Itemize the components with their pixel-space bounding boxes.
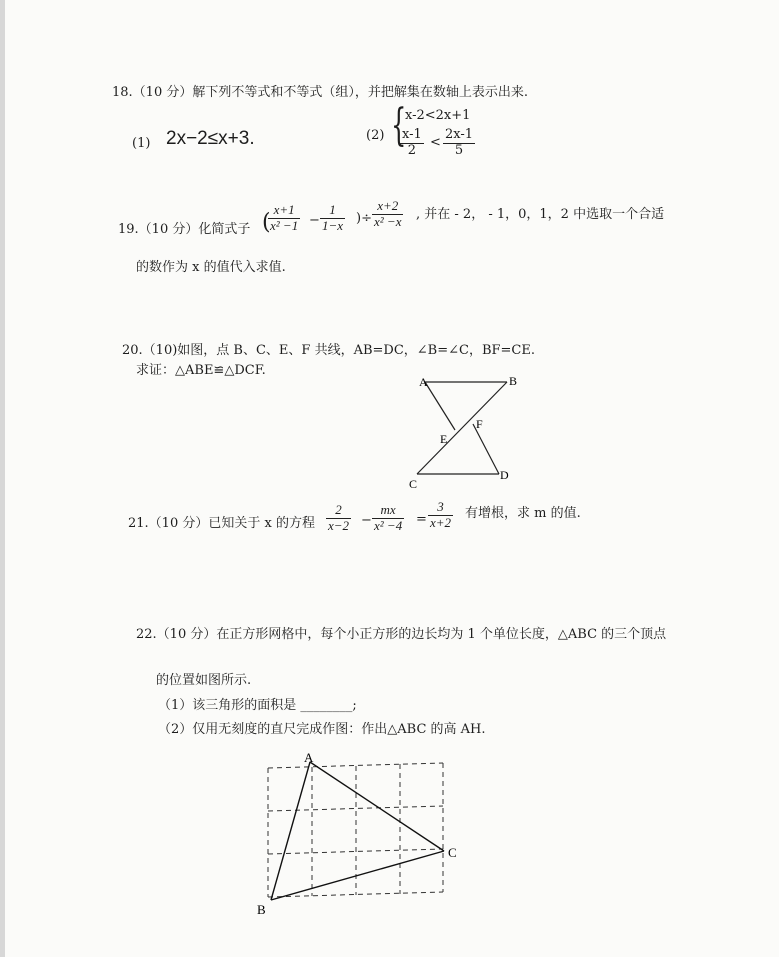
segment-df bbox=[473, 424, 499, 474]
q21-equals: = bbox=[416, 512, 427, 527]
q19-open-paren: ( bbox=[262, 210, 271, 235]
segment-ae bbox=[425, 382, 455, 430]
q21-minus: − bbox=[361, 513, 372, 528]
q22-label-a: A bbox=[304, 750, 314, 765]
q18-f1-num: x-1 bbox=[402, 127, 422, 142]
q20-label-f: F bbox=[476, 417, 483, 431]
segment-bc bbox=[417, 382, 507, 474]
q18-part1-label: (1) bbox=[132, 136, 151, 151]
q20-label-c: C bbox=[409, 477, 418, 491]
q20-label-a: A bbox=[419, 375, 428, 389]
q18-stem: 18.（10 分）解下列不等式和不等式（组），并把解集在数轴上表示出来. bbox=[112, 85, 528, 100]
q19-number: 19.（10 分）化简式子 bbox=[118, 222, 251, 237]
q18-system-fraction1 bbox=[400, 128, 424, 159]
q18-f1-den: 2 bbox=[400, 143, 424, 159]
q22-label-c: C bbox=[448, 845, 457, 860]
scan-edge bbox=[0, 0, 5, 957]
q21-fraction1: $\frac{2}{x-2}$ bbox=[328, 502, 350, 533]
q20-stem: 20.（10)如图，点 B、C、E、F 共线，AB=DC，∠B=∠C，BF=CE. bbox=[122, 343, 535, 358]
q21-rest: 有增根，求 m 的值. bbox=[465, 506, 581, 521]
q22-dashed-grid bbox=[268, 763, 443, 897]
q19-line2: 的数作为 x 的值代入求值. bbox=[136, 260, 286, 275]
q22-label-b: B bbox=[257, 902, 266, 917]
q21-fraction3: $\frac{3}{x+2}$ bbox=[430, 499, 452, 530]
q22-stem: 22.（10 分）在正方形网格中，每个小正方形的边长均为 1 个单位长度，△ABC 的三个顶点 bbox=[136, 627, 667, 642]
q20-figure bbox=[405, 372, 525, 492]
q18-system-brace: { bbox=[391, 100, 407, 151]
q19-fraction1: $\frac{x+1}{\text{x² −1}}$ bbox=[270, 202, 299, 233]
q19-minus: − bbox=[309, 213, 320, 228]
q21-number: 21.（10 分）已知关于 x 的方程 bbox=[128, 516, 315, 531]
q19-close-divide: )÷ bbox=[356, 211, 372, 226]
q22-part2: （2）仅用无刻度的直尺完成作图：作出△ABC 的高 AH. bbox=[158, 722, 486, 737]
q18-f2-num: 2x-1 bbox=[445, 127, 474, 142]
q18-system-line1: x-2<2x+1 bbox=[405, 108, 471, 123]
q20-label-e: E bbox=[440, 432, 448, 446]
q22-triangle-abc bbox=[271, 762, 444, 900]
q18-system-fraction2 bbox=[443, 128, 475, 159]
q18-f2-den: 5 bbox=[443, 143, 475, 159]
q20-label-b: B bbox=[509, 374, 518, 388]
q20-label-d: D bbox=[500, 468, 509, 482]
q18-part1-expression: 2x−2≤x+3. bbox=[166, 128, 255, 149]
q22-part1: （1）该三角形的面积是 ________; bbox=[158, 698, 357, 713]
q20-prove: 求证：△ABE≌△DCF. bbox=[136, 363, 266, 378]
q19-fraction2: $\frac{1}{1-x}$ bbox=[322, 202, 344, 233]
q22-stem2: 的位置如图所示. bbox=[156, 673, 252, 688]
q21-fraction2: $\frac{mx}{\text{x² −4}}$ bbox=[374, 502, 403, 533]
q18-part2-label: (2) bbox=[366, 128, 385, 143]
q22-grid-figure bbox=[248, 748, 468, 918]
q19-rest: , 并在 - 2， - 1，0，1，2 中选取一个合适 bbox=[416, 207, 665, 222]
q18-system-lt: < bbox=[430, 135, 441, 150]
q19-fraction3: $\frac{x+2}{\text{x² −x}}$ bbox=[374, 198, 402, 229]
